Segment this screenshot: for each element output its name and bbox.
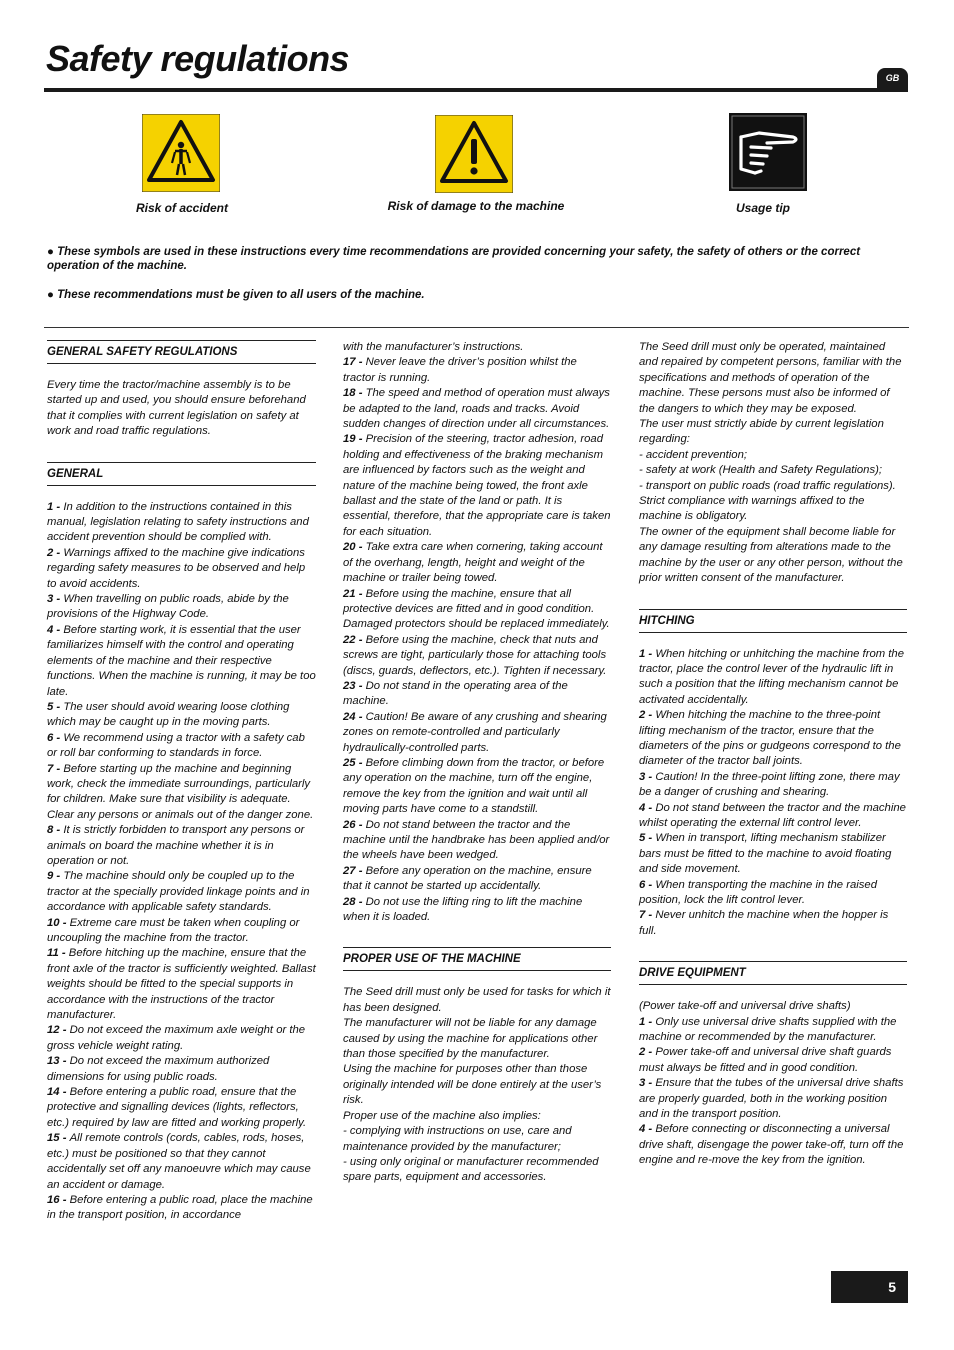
text-line: The owner of the equipment shall become liable for any damage resulting from alterations made to the machine by the user or any other person, without the prior written consent of the manufacturer.	[639, 525, 903, 585]
item-text: The machine should only be coupled up to the tractor at the specially provided linkage points and in accordance with applicable safety standards.	[47, 870, 310, 914]
item-number: 3 -	[47, 593, 64, 606]
list-item	[343, 386, 611, 432]
risk-of-damage-label: Risk of damage to the machine	[387, 199, 565, 213]
item-text: Do not exceed the maximum authorized dimensions for using public roads.	[47, 1055, 270, 1083]
item-text: Only use universal drive shafts supplied with the machine or recommended by the manufacturer.	[639, 1015, 897, 1044]
risk-of-accident-label: Risk of accident	[135, 201, 229, 215]
hitching-list	[639, 647, 907, 940]
item-number: 24 -	[343, 710, 366, 723]
list-item	[343, 540, 611, 586]
list-item	[343, 587, 611, 633]
item-text: Warnings affixed to the machine give indications regarding safety measures to be observed and help to avoid accidents.	[47, 546, 306, 590]
item-text: Before hitching up the machine, ensure that the front axle of the tractor is sufficiently weighted. Ballast weights should be fitted to the special supports in accordance with the instructions of the tractor manufacturer.	[47, 947, 316, 1022]
item-number: 5 -	[47, 700, 64, 713]
text-line: The Seed drill must only be used for tasks for which it has been designed.	[343, 986, 611, 1014]
item-text: Caution! Be aware of any crushing and shearing zones on remote-controlled and particularly hydraulically-controlled parts.	[343, 710, 607, 754]
list-item	[47, 916, 316, 947]
item-number: 28 -	[343, 895, 366, 908]
column-1	[47, 340, 316, 1224]
item-text: Caution! In the three-point lifting zone, there may be a danger of crushing and shearing.	[639, 770, 900, 799]
item-text: Do not stand in the operating area of the machine.	[343, 679, 568, 708]
text-line: Proper use of the machine also implies:	[343, 1109, 541, 1122]
item-text: Before entering a public road, ensure that the protective and signalling devices (lights, reflectors, etc.) required by law are fitted and working properly.	[47, 1086, 307, 1129]
item-text: Do not stand between the tractor and the machine until the handbrake has been applied and/or the wheels have been wedged.	[343, 818, 610, 862]
item-text: All remote controls (cords, cables, rods, hoses, etc.) must be positioned so that they cannot accidentally set off any manoeuvre which may cause an accident or damage.	[47, 1132, 311, 1191]
item-text: It is strictly forbidden to transport any persons or animals on board the machine whether it is in operation or not.	[47, 824, 305, 867]
item-number: 7 -	[47, 762, 64, 775]
item-number: 19 -	[343, 433, 366, 446]
risk-of-damage-icon	[435, 115, 513, 193]
item-number: 21 -	[343, 587, 366, 600]
list-item	[47, 1054, 316, 1085]
page-title: Safety regulations	[46, 38, 350, 79]
item-text: Before connecting or disconnecting a universal drive shaft, disengage the power take-off, turn off the engine and re-move the key from the ignition.	[639, 1123, 904, 1167]
proper-use-heading: PROPER USE OF THE MACHINE	[343, 947, 611, 971]
list-item	[639, 1076, 907, 1122]
list-item	[47, 546, 316, 592]
general-safety-text: Every time the tractor/machine assembly is to be started up and used, you should ensure beforehand that it complies with current legislation on safety at work and road traffic regulations.	[47, 379, 306, 438]
item-number: 17 -	[343, 356, 366, 369]
text-line: - accident prevention;	[639, 448, 748, 461]
item-text: Before starting up the machine and beginning work, check the immediate surroundings, particularly for children. Make sure that visibility is adequate. Clear any persons or animals out of the danger zone.	[47, 762, 314, 821]
list-item	[639, 801, 907, 832]
item-text: When travelling on public roads, abide by the provisions of the Highway Code.	[47, 593, 289, 621]
item-number: 10 -	[47, 916, 70, 929]
proper-use-text	[343, 985, 611, 1185]
item-text: When transporting the machine in the raised position, lock the lift control lever.	[639, 878, 877, 906]
list-item	[343, 864, 611, 895]
list-item	[639, 708, 907, 770]
item-number: 13 -	[47, 1055, 70, 1068]
item-number: 9 -	[47, 870, 64, 883]
item-number: 15 -	[47, 1132, 70, 1145]
item-text: Before using the machine, ensure that all protective devices are fitted and in good condition. Damaged protectors should be replaced immediately.	[343, 587, 610, 631]
text-line: - using only original or manufacturer recommended spare parts, equipment and accessories.	[343, 1155, 599, 1184]
item-number: 7 -	[639, 909, 656, 922]
list-item	[47, 1131, 316, 1193]
item-text: In addition to the instructions contained in this manual, legislation relating to safety instructions and accident prevention should be complied with.	[47, 500, 309, 544]
item-number: 8 -	[47, 824, 64, 837]
item-number: 6 -	[47, 731, 64, 744]
list-item	[639, 831, 907, 877]
general-safety-heading: GENERAL SAFETY REGULATIONS	[47, 340, 316, 364]
general-list-continued	[343, 355, 611, 925]
item-text: Before starting work, it is essential that the user familiarizes himself with the control and operating elements of the machine and their respective functions. When the machine is running, it may be too late.	[47, 623, 316, 698]
text-line: The user must strictly abide by current legislation regarding:	[639, 418, 884, 446]
list-item	[47, 762, 316, 824]
item-number: 1 -	[639, 647, 656, 660]
item-number: 6 -	[639, 878, 656, 891]
text-line: Using the machine for purposes other than those originally intended will be done entirely at the user’s risk.	[343, 1063, 602, 1107]
list-item	[47, 946, 316, 1023]
symbols-notice: ● These symbols are used in these instructions every time recommendations are provided concerning your safety, the safety of others or the correct operation of the machine.	[47, 246, 861, 272]
item-text: Never unhitch the machine when the hopper is full.	[639, 909, 889, 937]
usage-tip-icon	[729, 113, 807, 191]
item-text: Do not stand between the tractor and the machine whilst operating the external lift control lever.	[639, 801, 906, 829]
list-item	[343, 432, 611, 540]
item-number: 12 -	[47, 1024, 70, 1037]
list-item	[47, 731, 316, 762]
list-item	[639, 1122, 907, 1168]
column-3	[639, 340, 907, 1169]
list-item	[343, 679, 611, 710]
list-item	[47, 1085, 316, 1131]
item-text: When hitching or unhitching the machine from the tractor, place the control lever of the hydraulic lift in such a position that the lifting mechanism cannot be activated accidentally.	[639, 647, 904, 706]
text-line: - complying with instructions on use, care and maintenance provided by the manufacturer;	[343, 1125, 572, 1153]
list-item	[47, 500, 316, 546]
item-text: Before entering a public road, place the machine in the transport position, in accordance	[47, 1193, 313, 1222]
item-number: 3 -	[639, 770, 656, 783]
item-text: Do not use the lifting ring to lift the machine when it is loaded.	[343, 895, 583, 924]
list-item	[343, 895, 611, 926]
item-text: The user should avoid wearing loose clothing which may be caught up in the moving parts.	[47, 700, 290, 729]
list-item	[47, 869, 316, 915]
text-line: - safety at work (Health and Safety Regulations);	[639, 464, 882, 477]
item-text: The speed and method of operation must always be adapted to the land, roads and tracks. Avoid sudden changes of direction under all circumstances.	[343, 387, 610, 431]
item-number: 11 -	[47, 947, 69, 960]
item-number: 2 -	[639, 709, 656, 722]
item-text: Ensure that the tubes of the universal drive shafts are properly guarded, both in the working position and in the transport position.	[639, 1077, 904, 1121]
item-number: 25 -	[343, 756, 366, 769]
list-item	[343, 355, 611, 386]
list-item	[343, 710, 611, 756]
text-line: The Seed drill must only be operated, maintained and repaired by competent persons, familiar with the specifications and methods of operation of the machine. These persons must also be informed of the dangers to which they may be exposed.	[639, 341, 902, 415]
item-text: We recommend using a tractor with a safety cab or roll bar conforming to standards in force.	[47, 731, 305, 760]
item-text: Precision of the steering, tractor adhesion, road holding and effectiveness of the braking mechanism are influenced by factors such as the weight and nature of the machine being towed, the front axle ballast and the state of the land or path. It is essential, therefore, that the appropriate care is taken for each situation.	[343, 433, 611, 538]
text-line: The manufacturer will not be liable for any damage caused by using the machine for applications other than those specified by the manufacturer.	[343, 1017, 598, 1061]
drive-equipment-list	[639, 1015, 907, 1169]
usage-tip-label: Usage tip	[735, 201, 790, 215]
item-number: 4 -	[639, 1123, 656, 1136]
item-text: When in transport, lifting mechanism stabilizer bars must be fitted to the machine to avoid floating and side movement.	[639, 832, 892, 876]
list-item	[343, 633, 611, 679]
columns-rule	[44, 327, 909, 328]
item-number: 5 -	[639, 832, 656, 845]
language-badge: GB	[877, 68, 908, 88]
item-text: Before using the machine, check that nuts and screws are tight, particularly those for attaching tools (discs, guards, deflectors, etc.). Tighten if necessary.	[343, 633, 607, 677]
list-item	[343, 818, 611, 864]
list-item	[47, 1193, 316, 1224]
page-number: 5	[831, 1271, 908, 1303]
competence-text	[639, 340, 907, 587]
item-text: Take extra care when cornering, taking account of the overhang, length, height and weight of the machine or trailer being towed.	[343, 541, 603, 585]
drive-equipment-heading: DRIVE EQUIPMENT	[639, 961, 907, 985]
item-text: Before climbing down from the tractor, or before any operation on the machine, turn off the engine, remove the key from the ignition and wait until all moving parts have come to a standstill.	[343, 756, 605, 816]
hitching-heading: HITCHING	[639, 609, 907, 633]
item-number: 20 -	[343, 541, 366, 554]
list-item	[47, 592, 316, 623]
title-rule	[44, 88, 908, 92]
item-number: 22 -	[343, 633, 366, 646]
item-number: 3 -	[639, 1077, 656, 1090]
item-number: 16 -	[47, 1193, 70, 1206]
list-item	[639, 878, 907, 909]
item-number: 1 -	[47, 500, 64, 513]
list-item	[639, 1045, 907, 1076]
continued-text: with the manufacturer’s instructions.	[343, 341, 524, 353]
list-item	[639, 770, 907, 801]
item-number: 18 -	[343, 387, 366, 400]
list-item	[343, 756, 611, 818]
risk-of-accident-icon	[142, 114, 220, 192]
drive-equipment-intro: (Power take-off and universal drive shafts)	[639, 1000, 851, 1013]
item-number: 4 -	[639, 801, 656, 814]
list-item	[47, 823, 316, 869]
item-number: 14 -	[47, 1086, 70, 1099]
item-text: Power take-off and universal drive shaft guards must always be fitted and in good condition.	[639, 1046, 892, 1074]
list-item	[639, 908, 907, 939]
list-item	[47, 623, 316, 700]
general-list	[47, 500, 316, 1224]
item-text: When hitching the machine to the three-point lifting mechanism of the tractor, ensure that the diameters of the pins or gudgeons correspond to the diameter of the tractor ball joints.	[639, 709, 901, 768]
general-heading: GENERAL	[47, 462, 316, 486]
item-text: Do not exceed the maximum axle weight or the gross vehicle weight rating.	[47, 1024, 306, 1052]
item-number: 1 -	[639, 1015, 656, 1028]
item-text: Before any operation on the machine, ensure that it cannot be started up accidentally.	[343, 864, 592, 893]
item-number: 2 -	[639, 1046, 656, 1059]
text-line: - transport on public roads (road traffic regulations).	[639, 479, 896, 492]
column-2	[343, 340, 611, 1186]
list-item	[47, 700, 316, 731]
item-number: 26 -	[343, 818, 366, 831]
item-text: Extreme care must be taken when coupling or uncoupling the machine from the tractor.	[47, 916, 300, 944]
item-number: 4 -	[47, 623, 64, 636]
item-number: 23 -	[343, 679, 366, 692]
users-notice: ● These recommendations must be given to all users of the machine.	[47, 289, 425, 301]
item-number: 2 -	[47, 546, 64, 559]
text-line: Strict compliance with warnings affixed to the machine is obligatory.	[639, 495, 865, 523]
item-text: Never leave the driver’s position whilst the tractor is running.	[343, 356, 577, 384]
list-item	[47, 1023, 316, 1054]
list-item	[639, 1015, 907, 1046]
item-number: 27 -	[343, 864, 366, 877]
list-item	[639, 647, 907, 709]
